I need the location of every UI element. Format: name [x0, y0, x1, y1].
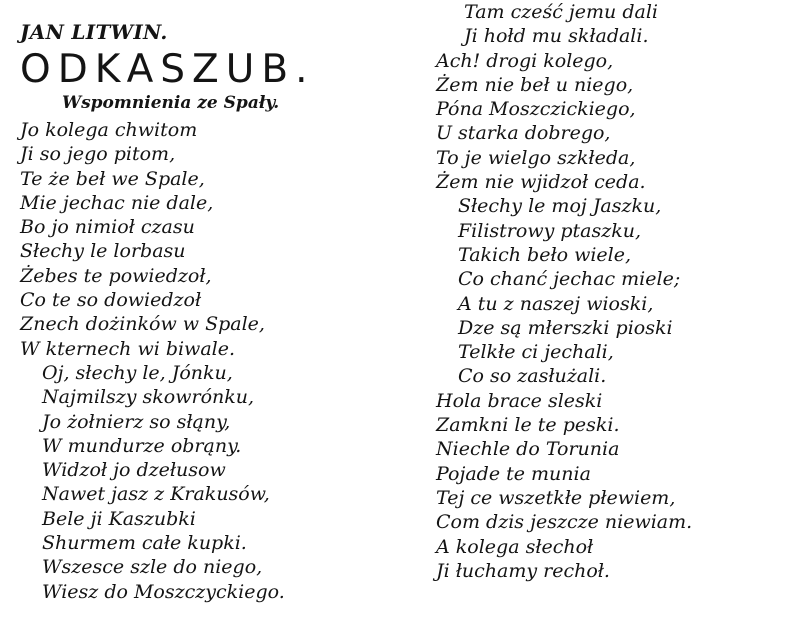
verse-line: Bo jo nimioł czasu — [20, 216, 195, 239]
verse-line: Widzoł jo dzełusow — [42, 459, 226, 482]
verse-line: To je wielgo szkłeda, — [436, 146, 636, 169]
verse-line: Słechy le lorbasu — [20, 240, 186, 263]
verse-line: Żem nie wjidzoł ceda. — [436, 171, 646, 194]
verse-line: Żem nie beł u niego, — [436, 73, 634, 96]
right-verse-lines — [436, 0, 692, 583]
verse-line: Pojade te munia — [436, 462, 591, 485]
verse-line: U starka dobrego, — [436, 122, 611, 145]
verse-line: W mundurze obrąny. — [42, 434, 242, 457]
verse-line: Jo kolega chwitom — [20, 119, 198, 141]
verse-line: Niechle do Torunia — [436, 438, 620, 461]
verse-line: Te że beł we Spale, — [20, 167, 205, 190]
verse-line: Co so zasłużali. — [458, 365, 607, 388]
verse-line: Takich beło wiele, — [458, 243, 632, 266]
verse-line: Dze są młerszki pioski — [458, 316, 673, 339]
verse-line: Hola brace sleski — [436, 389, 603, 412]
verse-line: Nawet jasz z Krakusów, — [42, 483, 270, 506]
verse-line: Ji so jego pitom, — [20, 143, 176, 166]
verse-line: Mie jechac nie dale, — [20, 191, 214, 214]
verse-line: Bele ji Kaszubki — [42, 507, 196, 530]
left-verse-lines — [20, 118, 285, 604]
verse-line: Wszesce szle do niego, — [42, 556, 263, 579]
verse-line: Filistrowy ptaszku, — [458, 219, 642, 242]
verse-line: Co chanć jechac miele; — [458, 268, 681, 291]
verse-line: Co te so dowiedzoł — [20, 289, 202, 312]
verse-line: Zamkni le te peski. — [436, 414, 620, 437]
verse-line: W kternech wi biwale. — [20, 337, 236, 360]
verse-line: Słechy le moj Jaszku, — [458, 195, 662, 218]
verse-line: Najmilszy skowrónku, — [42, 386, 255, 409]
verse-line: Ach! drogi kolego, — [436, 49, 614, 72]
verse-line: Wiesz do Moszczyckiego. — [42, 580, 285, 603]
verse-line: Shurmem całe kupki. — [42, 532, 247, 555]
verse-line: Ji hołd mu składali. — [464, 25, 649, 48]
verse-line: Jo żołnierz so słąny, — [42, 410, 231, 433]
verse-line: Tam cześć jemu dali — [464, 1, 658, 23]
verse-line: Telkłe ci jechali, — [458, 341, 614, 364]
poem-subtitle: Wspomnienia ze Spały. — [62, 93, 280, 113]
author-name: JAN LITWIN. — [20, 20, 168, 44]
verse-line: A kolega słechoł — [436, 535, 594, 558]
verse-line: Żebes te powiedzoł, — [20, 264, 212, 287]
poem-title: ODKASZUB. — [20, 47, 315, 92]
verse-line: A tu z naszej wioski, — [458, 292, 654, 315]
verse-line: Póna Moszczickiego, — [436, 98, 636, 121]
verse-line: Znech dożinków w Spale, — [20, 313, 265, 336]
verse-line: Com dzis jeszcze niewiam. — [436, 511, 693, 534]
verse-line: Tej ce wszetkłe płewiem, — [436, 486, 676, 509]
verse-line: Oj, słechy le, Jónku, — [42, 361, 233, 384]
verse-line: Ji łuchamy rechoł. — [436, 559, 610, 582]
